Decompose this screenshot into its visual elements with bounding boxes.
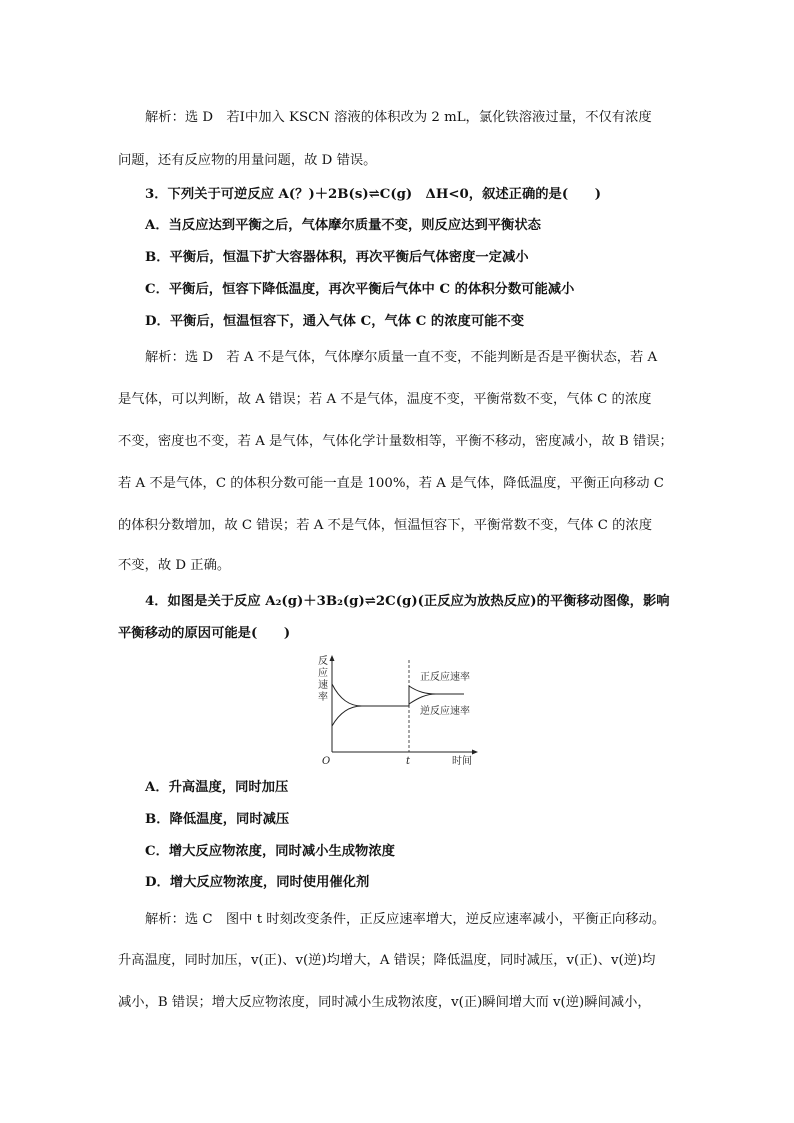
y-axis-label-char-2: 应 — [318, 668, 328, 679]
q3-explanation-line-5: 的体积分数增加，故 C 错误；若 A 不是气体，恒温恒容下，平衡常数不变，气体 C 的浓度 — [118, 518, 652, 533]
y-axis-arrow — [330, 655, 335, 661]
q3-explanation-line-2: 是气体，可以判断，故 A 错误；若 A 不是气体，温度不变，平衡常数不变，气体 C 的浓度 — [118, 392, 652, 407]
q2-explanation-line-2: 问题，还有反应物的用量问题，故 D 错误。 — [118, 153, 377, 168]
q4-stem-line-1: 4．如图是关于反应 A₂(g)＋3B₂(g)⇌2C(g)(正反应为放热反应)的平衡移动图像，影响 — [145, 594, 670, 609]
q4-stem-line-2: 平衡移动的原因可能是( ) — [118, 626, 291, 641]
y-axis-label-char-3: 速 — [318, 680, 328, 691]
q4-option-b: B．降低温度，同时减压 — [145, 812, 290, 827]
q2-explanation-line-1: 解析：选 D 若Ⅰ中加入 KSCN 溶液的体积改为 2 mL，氯化铁溶液过量，不仅有浓度 — [145, 110, 652, 125]
origin-label: O — [322, 756, 331, 766]
t-label: t — [406, 756, 411, 766]
y-axis-label-char-1: 反 — [318, 656, 328, 667]
y-axis-label-char-4: 率 — [318, 692, 328, 703]
x-axis-arrow — [472, 750, 478, 755]
q3-explanation-line-1: 解析：选 D 若 A 不是气体，气体摩尔质量一直不变，不能判断是否是平衡状态，若 A — [145, 350, 658, 365]
q4-explanation-line-1: 解析：选 C 图中 t 时刻改变条件，正反应速率增大，逆反应速率减小，平衡正向移动。 — [145, 912, 666, 927]
q3-option-a: A．当反应达到平衡之后，气体摩尔质量不变，则反应达到平衡状态 — [145, 218, 541, 233]
q4-explanation-line-2: 升高温度，同时加压，v(正)、v(逆)均增大，A 错误；降低温度，同时减压，v(正)、v(逆)均 — [118, 953, 656, 968]
q3-explanation-line-6: 不变，故 D 正确。 — [118, 558, 231, 573]
q3-stem: 3．下列关于可逆反应 A(？)＋2B(s)⇌C(g) ΔH<0，叙述正确的是( ) — [145, 187, 602, 202]
q3-option-d: D．平衡后，恒温恒容下，通入气体 C，气体 C 的浓度可能不变 — [145, 314, 525, 329]
x-axis-label: 时间 — [452, 756, 472, 766]
q4-explanation-line-3: 减小，B 错误；增大反应物浓度，同时减小生成物浓度，v(正)瞬间增大而 v(逆)瞬间减小， — [118, 995, 651, 1010]
forward-rate-label: 正反应速率 — [420, 672, 470, 683]
q4-option-c: C．增大反应物浓度，同时减小生成物浓度 — [145, 844, 395, 859]
q3-explanation-line-4: 若 A 不是气体，C 的体积分数可能一直是 100%，若 A 是气体，降低温度，平衡正向移动 C — [118, 476, 664, 491]
q4-option-a: A．升高温度，同时加压 — [145, 780, 289, 795]
rate-time-figure — [318, 654, 480, 766]
q3-explanation-line-3: 不变，密度也不变，若 A 是气体，气体化学计量数相等，平衡不移动，密度减小，故 B 错误； — [118, 434, 673, 449]
forward-rate-curve — [332, 684, 464, 706]
q4-option-d: D．增大反应物浓度，同时使用催化剂 — [145, 875, 370, 890]
q3-option-c: C．平衡后，恒容下降低温度，再次平衡后气体中 C 的体积分数可能减小 — [145, 282, 575, 297]
q3-option-b: B．平衡后，恒温下扩大容器体积，再次平衡后气体密度一定减小 — [145, 250, 529, 265]
reverse-rate-label: 逆反应速率 — [420, 706, 470, 717]
